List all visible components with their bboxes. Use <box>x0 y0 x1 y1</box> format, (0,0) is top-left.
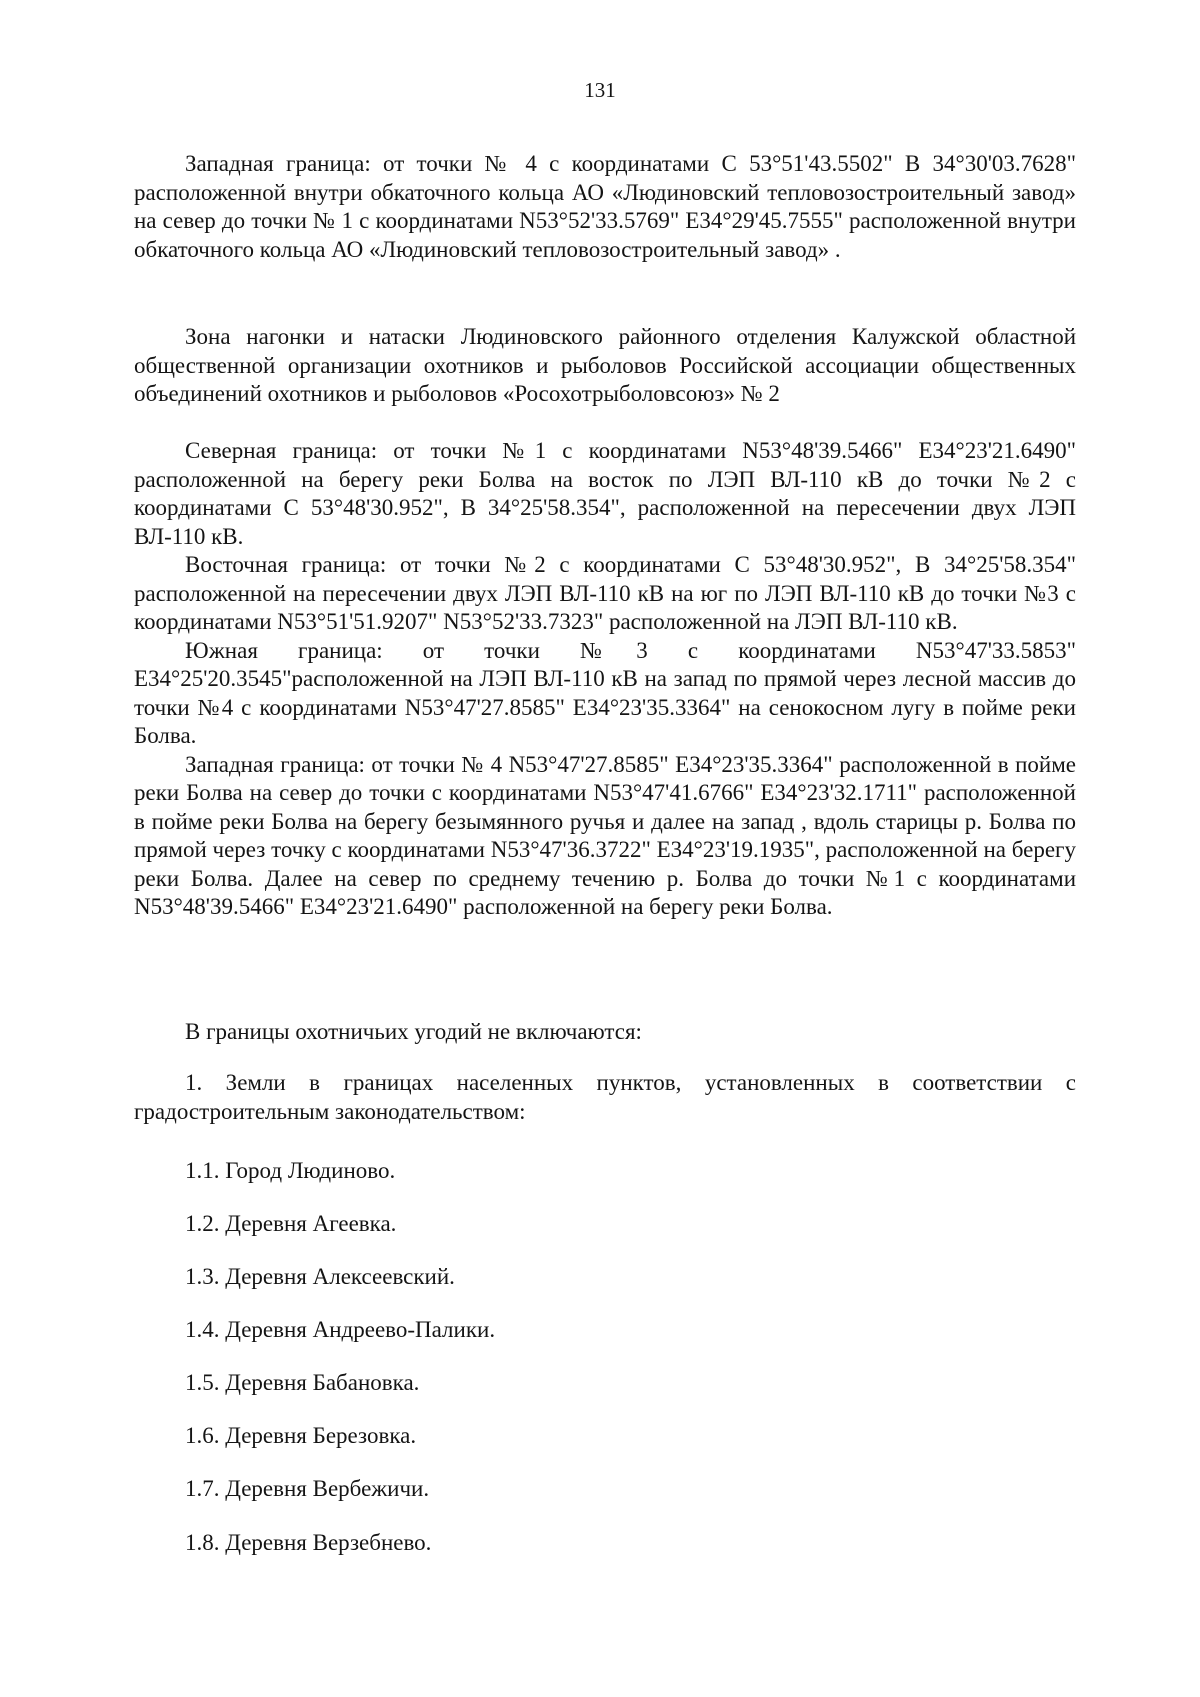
list-item: 1.6. Деревня Березовка. <box>185 1423 417 1448</box>
list-item: 1.7. Деревня Вербежичи. <box>185 1476 430 1501</box>
zone-title-paragraph <box>134 323 1076 409</box>
east-border-text: Восточная граница: от точки №2 с координатами С 53°48'30.952", В 34°25'58.354" расположенной на пересечении двух ЛЭП ВЛ-110 кВ на юг по ЛЭП ВЛ-110 кВ до точки №3 с координатами N53°51'51.9207" N53°52'33.7323" расположенной на ЛЭП ВЛ-110 кВ. <box>134 552 1076 634</box>
list-item: 1.8. Деревня Верзебнево. <box>185 1530 432 1555</box>
zone-title-text: Зона нагонки и натаски Людиновского районного отделения Калужской областной общественной организации охотников и рыболовов Российской ассоциации общественных объединений охотников и рыболовов «Росохотрыболовсоюз» № 2 <box>134 324 1076 406</box>
south-border-text: Южная граница: от точки №3 с координатами N53°47'33.5853" E34°25'20.3545"расположенной на ЛЭП ВЛ-110 кВ на запад по прямой через лесной массив до точки №4 с координатами N53°47'27.8585" E34°23'35.3364" на сенокосном лугу в пойме реки Болва. <box>134 637 1076 748</box>
exclusion-item-1-text: 1. Земли в границах населенных пунктов, установленных в соответствии с градостроительным законодательством: <box>134 1070 1076 1124</box>
west-border-paragraph-1 <box>134 150 1076 264</box>
exclusion-item-1 <box>134 1069 1076 1126</box>
list-item: 1.5. Деревня Бабановка. <box>185 1370 420 1395</box>
list-item: 1.1. Город Людиново. <box>185 1158 396 1183</box>
north-border-text: Северная граница: от точки №1 с координатами N53°48'39.5466" E34°23'21.6490" расположенной на берегу реки Болва на восток по ЛЭП ВЛ-110 кВ до точки №2 с координатами С 53°48'30.952", В 34°25'58.354", расположенной на пересечении двух ЛЭП ВЛ-110 кВ. <box>134 438 1076 549</box>
west-border-text-2: Западная граница: от точки № 4 N53°47'27.8585" E34°23'35.3364" расположенной в пойме реки Болва на север до точки с координатами N53°47'41.6766" E34°23'32.1711" расположенной в пойме реки Болва на берегу безымянного ручья и далее на запад , вдоль старицы р. Болва по прямой через точку с координатами N53°47'36.3722" E34°23'19.1935", расположенной на берегу реки Болва. Далее на север по среднему течению р. Болва до точки №1 с координатами N53°48'39.5466" E34°23'21.6490" расположенной на берегу реки Болва. <box>134 751 1076 919</box>
list-item: 1.3. Деревня Алексеевский. <box>185 1264 455 1289</box>
west-border-text-1: Западная граница: от точки № 4 с координатами С 53°51'43.5502" В 34°30'03.7628" расположенной внутри обкаточного кольца АО «Людиновский тепловозостроительный завод» на север до точки № 1 с координатами N53°52'33.5769" E34°29'45.7555" расположенной внутри обкаточного кольца АО «Людиновский тепловозостроительный завод» . <box>134 151 1076 262</box>
list-item: 1.2. Деревня Агеевка. <box>185 1211 397 1236</box>
exclusions-heading-paragraph <box>134 1018 1076 1047</box>
page-number: 131 <box>584 78 616 102</box>
list-item: 1.4. Деревня Андреево-Палики. <box>185 1317 496 1342</box>
exclusions-heading: В границы охотничьих угодий не включаются: <box>185 1019 642 1044</box>
zone-borders-section <box>134 437 1076 922</box>
